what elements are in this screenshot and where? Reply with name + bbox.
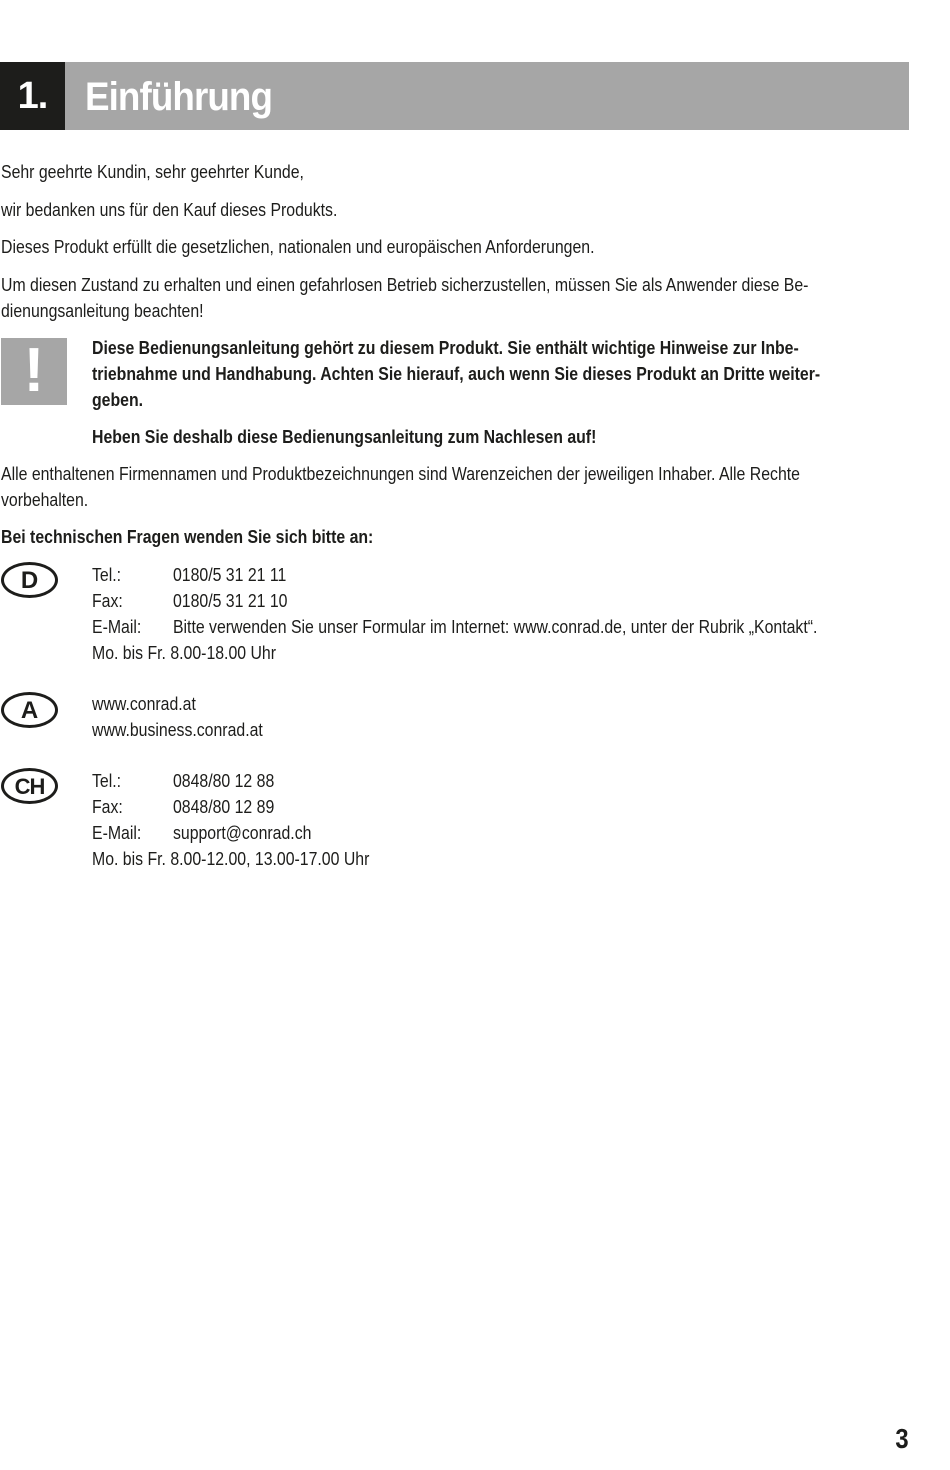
fax-value: 0180/5 31 21 10 bbox=[172, 591, 288, 611]
maintain-text-line2: dienungsanleitung beachten! bbox=[1, 301, 204, 321]
thanks-text: wir bedanken uns für den Kauf dieses Produkts. bbox=[1, 200, 338, 220]
trademark-line1: Alle enthaltenen Firmennamen und Produktbezeichnungen sind Warenzeichen der jeweiligen Inhaber. Alle Rechte bbox=[1, 464, 800, 484]
warning-text bbox=[92, 335, 906, 450]
tel-label: Tel.: bbox=[92, 771, 122, 791]
email-label: E-Mail: bbox=[92, 823, 142, 843]
fax-value: 0848/80 12 89 bbox=[172, 797, 275, 817]
contact-heading: Bei technischen Fragen wenden Sie sich bitte an: bbox=[1, 527, 374, 547]
maintain-text-line1: Um diesen Zustand zu erhalten und einen gefahrlosen Betrieb sicherzustellen, müssen Sie als Anwender diese Be- bbox=[1, 275, 809, 295]
warning-line: Diese Bedienungsanleitung gehört zu diesem Produkt. Sie enthält wichtige Hinweise zur Inbe- bbox=[92, 338, 799, 358]
chapter-header bbox=[0, 62, 909, 130]
fax-label: Fax: bbox=[92, 591, 123, 611]
warning-line: triebnahme und Handhabung. Achten Sie hierauf, auch wenn Sie dieses Produkt an Dritte weiter- bbox=[92, 364, 821, 384]
tel-value: 0848/80 12 88 bbox=[172, 771, 275, 791]
keep-manual-note: Heben Sie deshalb diese Bedienungsanleitung zum Nachlesen auf! bbox=[92, 427, 597, 447]
tel-label: Tel.: bbox=[92, 565, 122, 585]
exclamation-icon: ! bbox=[23, 336, 45, 405]
email-value: Bitte verwenden Sie unser Formular im Internet: www.conrad.de, unter der Rubrik „Kontakt“. bbox=[172, 617, 818, 637]
tel-value: 0180/5 31 21 11 bbox=[172, 565, 287, 585]
warning-line: geben. bbox=[92, 390, 144, 410]
warning-block-icon bbox=[1, 338, 67, 405]
email-label: E-Mail: bbox=[92, 617, 142, 637]
compliance-text: Dieses Produkt erfüllt die gesetzlichen, nationalen und europäischen Anforderungen. bbox=[1, 237, 595, 257]
country-badge-a: A bbox=[1, 692, 58, 728]
business-web-link[interactable]: www.business.conrad.at bbox=[92, 720, 263, 740]
email-value[interactable]: support@conrad.ch bbox=[172, 823, 312, 843]
chapter-number: 1. bbox=[0, 62, 65, 130]
hours-text: Mo. bis Fr. 8.00-12.00, 13.00-17.00 Uhr bbox=[92, 849, 370, 869]
greeting-text: Sehr geehrte Kundin, sehr geehrter Kunde, bbox=[1, 162, 304, 182]
fax-label: Fax: bbox=[92, 797, 123, 817]
web-link[interactable]: www.conrad.at bbox=[92, 694, 196, 714]
hours-text: Mo. bis Fr. 8.00-18.00 Uhr bbox=[92, 643, 277, 663]
country-badge-ch: CH bbox=[1, 768, 58, 804]
country-badge-d: D bbox=[1, 562, 58, 598]
trademark-line2: vorbehalten. bbox=[1, 490, 89, 510]
chapter-title: Einführung bbox=[85, 75, 273, 119]
page-number: 3 bbox=[895, 1423, 909, 1454]
